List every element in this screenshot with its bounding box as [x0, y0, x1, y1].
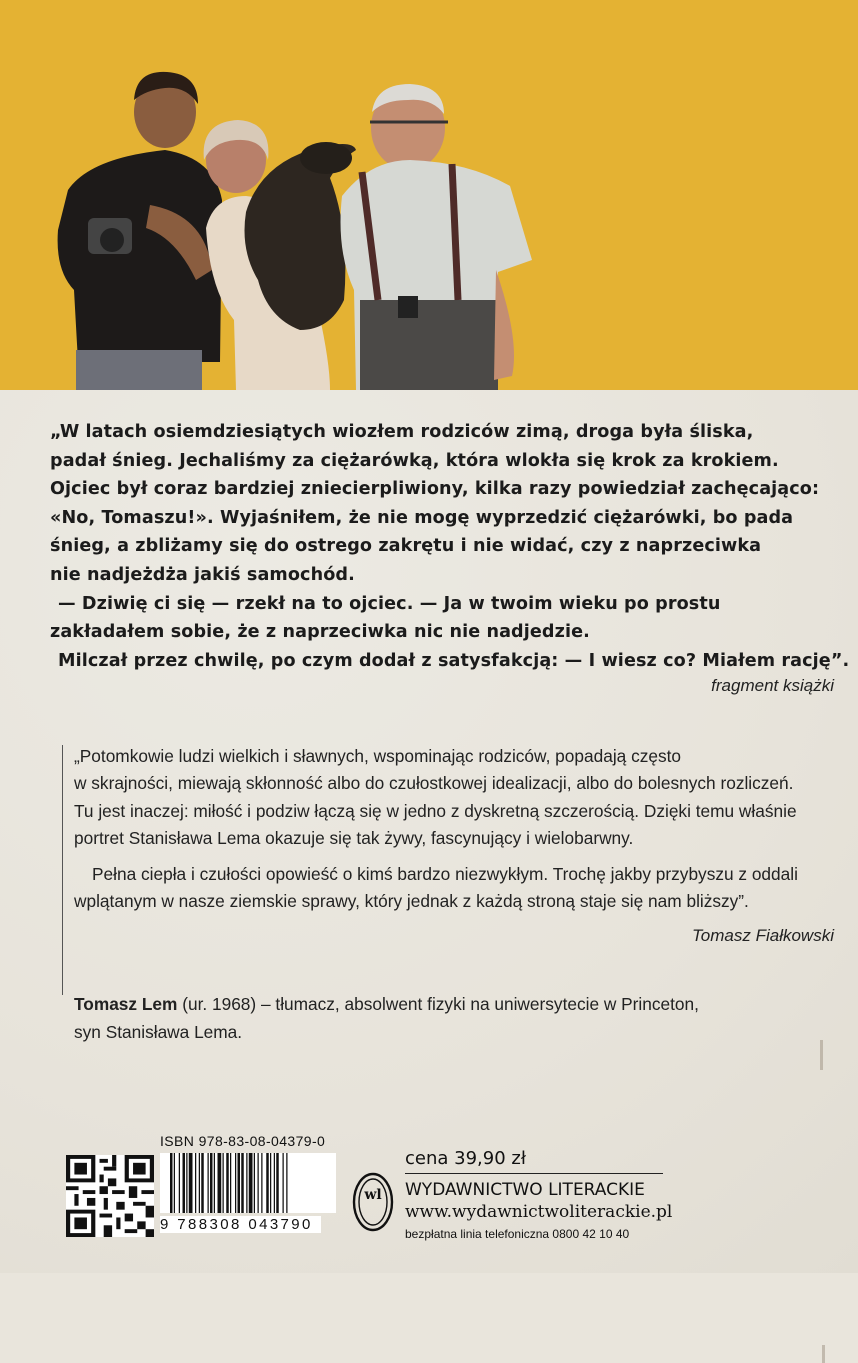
barcode-bar — [235, 1153, 236, 1213]
barcode-bar — [179, 1153, 180, 1213]
excerpt-source: fragment książki — [711, 676, 834, 695]
excerpt-line: śnieg, a zbliżamy się do ostrego zakrętu i nie widać, czy z naprzeciwka — [50, 536, 762, 557]
barcode-bar — [254, 1153, 255, 1213]
barcode-bar — [283, 1153, 284, 1213]
publisher-logo — [352, 1172, 394, 1232]
barcode-bar — [201, 1153, 204, 1213]
price: cena 39,90 zł — [405, 1148, 526, 1169]
publisher-phone: bezpłatna linia telefoniczna 0800 42 10 40 — [405, 1227, 630, 1241]
barcode-bar — [183, 1153, 186, 1213]
barcode-digits: 9 788308 043790 — [160, 1216, 321, 1233]
review-line: Tu jest inaczej: miłość i podziw łączą się w jedno z dyskretną szczerością. Dzięki temu właśnie — [74, 800, 797, 821]
price-rule — [405, 1173, 663, 1174]
barcode — [160, 1153, 336, 1213]
review-author: Tomasz Fiałkowski — [691, 926, 834, 945]
barcode-bar — [249, 1153, 253, 1213]
review-text — [74, 743, 844, 915]
barcode-bar — [241, 1153, 244, 1213]
barcode-bar — [276, 1153, 279, 1213]
barcode-bar — [238, 1153, 241, 1213]
excerpt-line: — Dziwię ci się — rzekł na to ojciec. — Ja w twoim wieku po prostu — [58, 593, 721, 614]
isbn-label: ISBN 978-83-08-04379-0 — [160, 1133, 326, 1149]
excerpt-line: zakładałem sobie, że z naprzeciwka nic nie nadjedzie. — [50, 622, 590, 643]
bio-text: syn Stanisława Lema. — [74, 1022, 243, 1042]
excerpt-line: nie nadjeżdża jakiś samochód. — [50, 564, 355, 585]
excerpt-line: „W latach osiemdziesiątych wiozłem rodziców zimą, droga była śliska, — [50, 422, 754, 442]
barcode-bar — [230, 1153, 231, 1213]
barcode-bar — [223, 1153, 224, 1213]
book-excerpt — [50, 418, 850, 675]
barcode-bar — [261, 1153, 262, 1213]
barcode-bar — [189, 1153, 193, 1213]
barcode-bar — [286, 1153, 287, 1213]
barcode-bar — [274, 1153, 275, 1213]
review-line: Pełna ciepła i czułości opowieść o kimś bardzo niezwykłym. Trochę jakby przybyszu z oddali — [92, 863, 798, 884]
barcode-bar — [208, 1153, 209, 1213]
publisher-website: www.wydawnictwoliterackie.pl — [405, 1202, 673, 1222]
excerpt-line: «No, Tomaszu!». Wyjaśniłem, że nie mogę wyprzedzić ciężarówki, bo pada — [50, 507, 794, 528]
review-line: w skrajności, miewają skłonność albo do czułostkowej idealizacji, albo do bolesnych rozliczeń. — [74, 773, 794, 794]
barcode-bar — [226, 1153, 229, 1213]
bio-text: (ur. 1968) – tłumacz, absolwent fizyki na uniwersytecie w Princeton, — [177, 994, 699, 1014]
qr-code — [66, 1155, 154, 1237]
barcode-bar — [195, 1153, 196, 1213]
barcode-bar — [174, 1153, 175, 1213]
barcode-bar — [218, 1153, 222, 1213]
excerpt-line: Milczał przez chwilę, po czym dodał z satysfakcją: — I wiesz co? Miałem rację”. — [58, 650, 850, 671]
barcode-bar — [258, 1153, 259, 1213]
publisher-name: WYDAWNICTWO LITERACKIE — [405, 1180, 645, 1200]
author-bio — [74, 990, 844, 1046]
barcode-bar — [246, 1153, 247, 1213]
barcode-bar — [199, 1153, 200, 1213]
barcode-bar — [266, 1153, 269, 1213]
barcode-bar — [170, 1153, 173, 1213]
photo-young-man — [58, 72, 222, 390]
barcode-bar — [270, 1153, 271, 1213]
cover-photo-area — [0, 0, 858, 390]
barcode-bar — [186, 1153, 187, 1213]
barcode-bar — [210, 1153, 213, 1213]
excerpt-line: Ojciec był coraz bardziej zniecierpliwiony, kilka razy powiedział zachęcająco: — [50, 479, 820, 500]
paper-mark — [822, 1345, 825, 1363]
author-name: Tomasz Lem — [74, 994, 178, 1014]
family-photo — [0, 0, 858, 390]
logo-letters: wl — [364, 1187, 382, 1203]
review-line: „Potomkowie ludzi wielkich i sławnych, wspominając rodziców, popadają często — [74, 746, 682, 766]
review-line: wplątanym w nasze ziemskie sprawy, który jednak z każdą stroną staje się nam bliższy”. — [74, 891, 749, 912]
photo-old-man — [341, 84, 533, 390]
barcode-bar — [214, 1153, 215, 1213]
review-rule — [62, 745, 63, 995]
review-line: portret Stanisława Lema okazuje się tak żywy, fascynujący i wielobarwny. — [74, 828, 634, 849]
excerpt-line: padał śnieg. Jechaliśmy za ciężarówką, która wlokła się krok za krokiem. — [50, 450, 779, 471]
